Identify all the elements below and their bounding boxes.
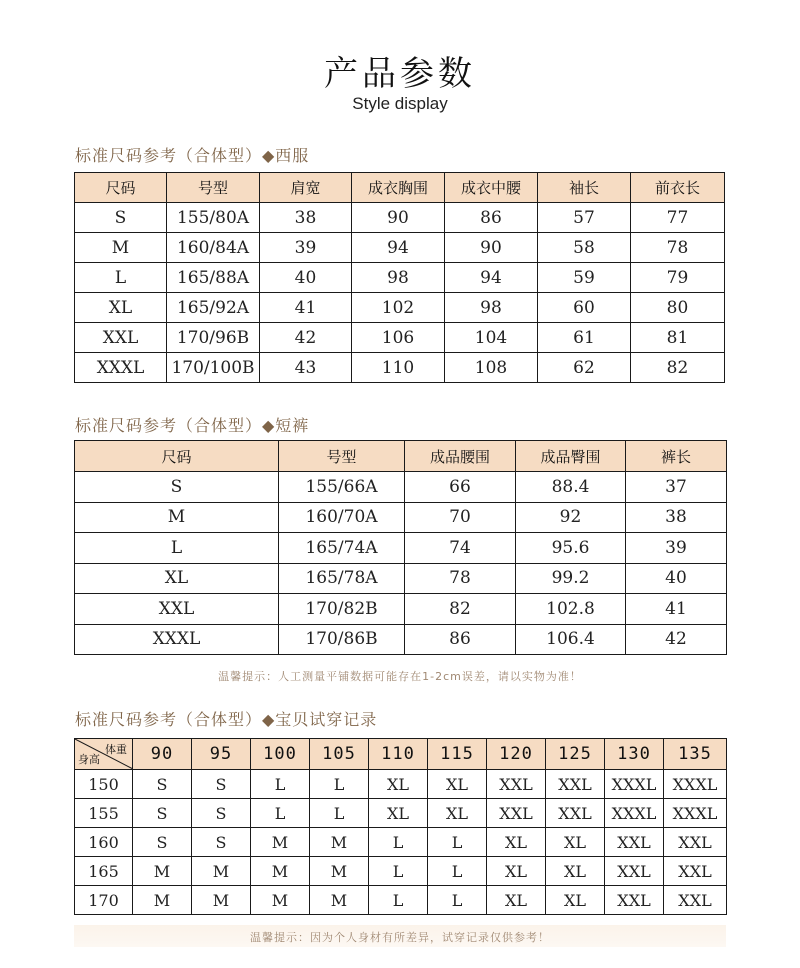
table-cell: 160/70A — [279, 502, 405, 533]
table-cell: 92 — [516, 502, 626, 533]
table-cell: 98 — [352, 263, 445, 293]
size-cell: XXL — [487, 799, 546, 828]
table-cell: 43 — [260, 353, 352, 383]
size-cell: M — [133, 857, 192, 886]
weight-header: 105 — [310, 739, 369, 770]
table-cell: 82 — [405, 594, 516, 625]
size-cell: XXL — [546, 770, 605, 799]
table-cell: 110 — [352, 353, 445, 383]
trial-section-title: 标准尺码参考（合体型）◆宝贝试穿记录 — [75, 710, 378, 729]
size-cell: L — [428, 857, 487, 886]
size-cell: XL — [428, 799, 487, 828]
size-cell: XXXL — [605, 799, 664, 828]
table-cell: 59 — [538, 263, 631, 293]
shorts-section-title: 标准尺码参考（合体型）◆短裤 — [75, 416, 310, 435]
size-cell: S — [192, 770, 251, 799]
weight-header: 120 — [487, 739, 546, 770]
column-header: 成衣胸围 — [352, 173, 445, 203]
size-cell: S — [192, 828, 251, 857]
table-cell: 102.8 — [516, 594, 626, 625]
table-cell: S — [75, 203, 167, 233]
column-header: 裤长 — [626, 441, 727, 472]
size-cell: XXXL — [605, 770, 664, 799]
table-cell: 165/92A — [167, 293, 260, 323]
table-cell: 42 — [260, 323, 352, 353]
size-cell: XL — [487, 828, 546, 857]
table-cell: 170/100B — [167, 353, 260, 383]
table-cell: 41 — [260, 293, 352, 323]
table-cell: 57 — [538, 203, 631, 233]
table-cell: 165/74A — [279, 533, 405, 564]
table-cell: 40 — [260, 263, 352, 293]
table-cell: 39 — [260, 233, 352, 263]
table-cell: 155/80A — [167, 203, 260, 233]
page-subtitle: Style display — [352, 94, 448, 113]
table-cell: XXL — [75, 594, 279, 625]
table-cell: 38 — [260, 203, 352, 233]
table-cell: 95.6 — [516, 533, 626, 564]
table-row — [75, 203, 725, 233]
size-cell: XXXL — [664, 770, 727, 799]
trial-corner-cell — [75, 739, 133, 770]
size-cell: XL — [546, 828, 605, 857]
size-cell: S — [133, 770, 192, 799]
weight-header: 115 — [428, 739, 487, 770]
weight-header: 130 — [605, 739, 664, 770]
table-cell: 86 — [445, 203, 538, 233]
size-cell: XL — [369, 770, 428, 799]
shorts-size-table — [74, 440, 727, 655]
column-header: 肩宽 — [260, 173, 352, 203]
height-cell: 150 — [75, 770, 133, 799]
table-cell: 40 — [626, 563, 727, 594]
table-cell: 106.4 — [516, 624, 626, 655]
trial-table-body — [75, 770, 727, 915]
table-cell: 104 — [445, 323, 538, 353]
table-row — [75, 770, 727, 799]
table-cell: 90 — [445, 233, 538, 263]
size-cell: M — [310, 857, 369, 886]
table-cell: M — [75, 233, 167, 263]
table-cell: 38 — [626, 502, 727, 533]
weight-header: 100 — [251, 739, 310, 770]
table-cell: 39 — [626, 533, 727, 564]
table-cell: 79 — [631, 263, 725, 293]
table-cell: XL — [75, 563, 279, 594]
weight-header: 125 — [546, 739, 605, 770]
table-cell: 102 — [352, 293, 445, 323]
table-cell: 86 — [405, 624, 516, 655]
table-cell: 78 — [405, 563, 516, 594]
size-cell: M — [192, 857, 251, 886]
table-cell: 165/88A — [167, 263, 260, 293]
corner-height-label: 身高 — [78, 753, 100, 766]
table-cell: 41 — [626, 594, 727, 625]
size-cell: L — [310, 770, 369, 799]
suit-section-title: 标准尺码参考（合体型）◆西服 — [75, 146, 310, 165]
weight-header: 110 — [369, 739, 428, 770]
corner-weight-label: 体重 — [105, 743, 127, 756]
table-cell: 90 — [352, 203, 445, 233]
table-cell: XXL — [75, 323, 167, 353]
size-cell: XL — [546, 886, 605, 915]
table-row — [75, 828, 727, 857]
table-cell: XXXL — [75, 353, 167, 383]
column-header: 成衣中腰 — [445, 173, 538, 203]
shorts-note: 温馨提示：人工测量平铺数据可能存在1-2cm误差，请以实物为准！ — [218, 670, 582, 683]
size-cell: S — [133, 799, 192, 828]
table-cell: 170/86B — [279, 624, 405, 655]
trial-header-row — [75, 739, 727, 770]
table-cell: 77 — [631, 203, 725, 233]
table-row — [75, 857, 727, 886]
table-row — [75, 594, 727, 625]
table-row — [75, 263, 725, 293]
shorts-table-body — [75, 472, 727, 655]
size-cell: XL — [487, 857, 546, 886]
size-cell: XL — [369, 799, 428, 828]
trial-record-table — [74, 738, 727, 915]
table-row — [75, 886, 727, 915]
table-cell: 94 — [445, 263, 538, 293]
size-cell: XXL — [605, 857, 664, 886]
size-cell: M — [192, 886, 251, 915]
size-cell: XXXL — [664, 799, 727, 828]
size-cell: L — [428, 886, 487, 915]
size-cell: M — [310, 828, 369, 857]
weight-header: 135 — [664, 739, 727, 770]
table-cell: M — [75, 502, 279, 533]
height-cell: 170 — [75, 886, 133, 915]
table-row — [75, 502, 727, 533]
size-cell: L — [310, 799, 369, 828]
table-cell: L — [75, 263, 167, 293]
table-cell: L — [75, 533, 279, 564]
size-cell: XXL — [605, 828, 664, 857]
table-cell: 60 — [538, 293, 631, 323]
table-row — [75, 233, 725, 263]
table-cell: 82 — [631, 353, 725, 383]
table-cell: 108 — [445, 353, 538, 383]
height-cell: 155 — [75, 799, 133, 828]
table-cell: 88.4 — [516, 472, 626, 503]
table-cell: 81 — [631, 323, 725, 353]
table-cell: XXXL — [75, 624, 279, 655]
size-cell: L — [251, 799, 310, 828]
size-cell: XXL — [664, 828, 727, 857]
table-cell: 99.2 — [516, 563, 626, 594]
table-cell: 70 — [405, 502, 516, 533]
size-cell: L — [369, 886, 428, 915]
size-cell: M — [310, 886, 369, 915]
column-header: 成品腰围 — [405, 441, 516, 472]
column-header: 尺码 — [75, 173, 167, 203]
table-cell: 37 — [626, 472, 727, 503]
column-header: 前衣长 — [631, 173, 725, 203]
table-row — [75, 353, 725, 383]
table-cell: 74 — [405, 533, 516, 564]
weight-header: 95 — [192, 739, 251, 770]
suit-size-table — [74, 172, 725, 383]
size-cell: M — [251, 857, 310, 886]
shorts-header-row — [75, 441, 727, 472]
table-cell: XL — [75, 293, 167, 323]
size-cell: M — [133, 886, 192, 915]
trial-note: 温馨提示：因为个人身材有所差异，试穿记录仅供参考！ — [250, 931, 550, 944]
column-header: 成品臀围 — [516, 441, 626, 472]
size-cell: XXL — [664, 857, 727, 886]
table-row — [75, 323, 725, 353]
suit-table-body — [75, 203, 725, 383]
table-row — [75, 563, 727, 594]
table-cell: 106 — [352, 323, 445, 353]
table-cell: 155/66A — [279, 472, 405, 503]
page-title: 产品参数 — [324, 54, 476, 94]
column-header: 袖长 — [538, 173, 631, 203]
table-cell: 78 — [631, 233, 725, 263]
height-cell: 165 — [75, 857, 133, 886]
table-cell: 58 — [538, 233, 631, 263]
size-cell: XL — [428, 770, 487, 799]
weight-header: 90 — [133, 739, 192, 770]
table-cell: 66 — [405, 472, 516, 503]
table-row — [75, 472, 727, 503]
table-row — [75, 799, 727, 828]
table-row — [75, 533, 727, 564]
table-cell: 160/84A — [167, 233, 260, 263]
size-cell: M — [251, 886, 310, 915]
table-cell: 170/96B — [167, 323, 260, 353]
table-cell: 80 — [631, 293, 725, 323]
table-cell: 61 — [538, 323, 631, 353]
size-cell: L — [251, 770, 310, 799]
table-cell: 98 — [445, 293, 538, 323]
table-cell: S — [75, 472, 279, 503]
table-cell: 165/78A — [279, 563, 405, 594]
table-row — [75, 624, 727, 655]
size-cell: L — [369, 828, 428, 857]
size-cell: L — [369, 857, 428, 886]
table-row — [75, 293, 725, 323]
size-cell: XXL — [487, 770, 546, 799]
size-cell: XL — [487, 886, 546, 915]
size-cell: XL — [546, 857, 605, 886]
size-cell: XXL — [664, 886, 727, 915]
table-cell: 62 — [538, 353, 631, 383]
height-cell: 160 — [75, 828, 133, 857]
size-cell: M — [251, 828, 310, 857]
size-cell: S — [133, 828, 192, 857]
suit-header-row — [75, 173, 725, 203]
table-cell: 42 — [626, 624, 727, 655]
column-header: 号型 — [279, 441, 405, 472]
size-cell: XXL — [546, 799, 605, 828]
column-header: 尺码 — [75, 441, 279, 472]
table-cell: 170/82B — [279, 594, 405, 625]
size-cell: S — [192, 799, 251, 828]
table-cell: 94 — [352, 233, 445, 263]
size-cell: L — [428, 828, 487, 857]
size-cell: XXL — [605, 886, 664, 915]
column-header: 号型 — [167, 173, 260, 203]
